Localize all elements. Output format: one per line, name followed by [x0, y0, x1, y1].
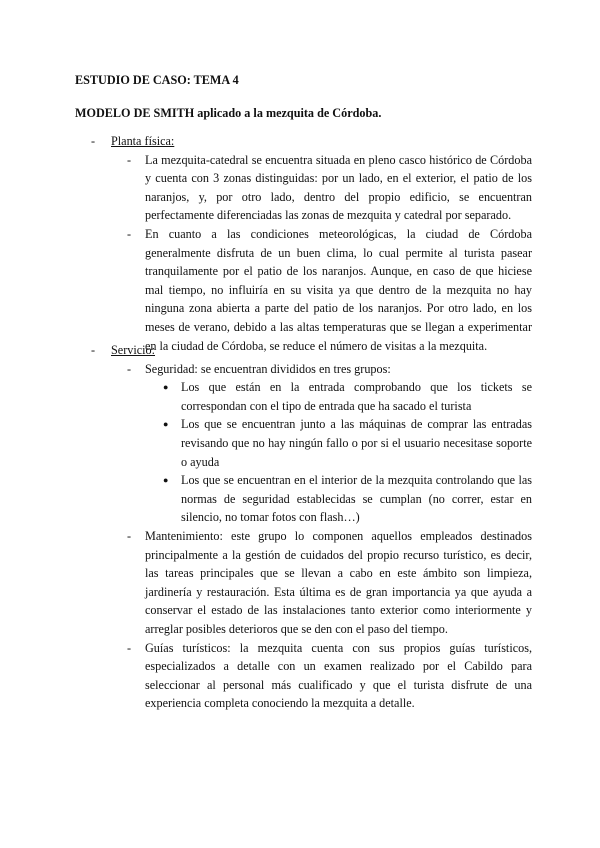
item-text: En cuanto a las condiciones meteorológicas, la ciudad de Córdoba generalmente disfruta de un buen clima, lo cual permite al turista pasear tranquilamente por el patio de los naranjos. Aunque, en caso de que hiciese mal tiempo, no influiría en su visita ya que dentro de la mezquita no hay ninguna zona abierta a parte del patio de los naranjos. Por otro lado, en los meses de verano, debido a las altas temperaturas que se llegan a experimentar en la ciudad de Córdoba, se reduce el número de visitas a la mezquita. [145, 226, 532, 353]
list-item-seguridad [0, 360, 532, 379]
list-item [0, 639, 532, 713]
document-title: ESTUDIO DE CASO: TEMA 4 [75, 73, 239, 87]
item-text: Mantenimiento: este grupo lo componen aquellos empleados destinados principalmente a la gestión de cuidados del propio recurso turístico, es decir, las tareas principales que se llevan a cabo en este ámbito son limpieza, jardinería y restauración. Esta última es de gran importancia ya que ayuda a conservar el estado de las instalaciones tanto exterior como interiormente y arreglar posibles deterioros que se den con el paso del tiempo. [145, 528, 532, 636]
bullet-text: Los que se encuentran junto a las máquinas de comprar las entradas revisando que no hay ningún fallo o por si el usuario necesitase soporte o ayuda [181, 417, 532, 469]
section-dash: - [91, 134, 96, 148]
item-text: Guías turísticos: la mezquita cuenta con sus propios guías turísticos, especializados a detalle con un examen realizado por el Cabildo para seleccionar al personal más cualificado y que el turista disfrute de una experiencia completa conociendo la mezquita a detalle. [145, 640, 532, 711]
item-dash: - [127, 528, 132, 543]
list-item [0, 527, 532, 639]
item-dash: - [127, 152, 132, 167]
section-dash: - [91, 343, 96, 357]
bullet-item [0, 471, 532, 527]
document-subtitle: MODELO DE SMITH aplicado a la mezquita de Córdoba. [75, 106, 382, 120]
item-dash: - [127, 361, 132, 376]
item-text: La mezquita-catedral se encuentra situada en pleno casco histórico de Córdoba y cuenta con 3 zonas distinguidas: por un lado, en el exterior, el patio de los naranjos, y, por otro lado, dentro del propio edificio, se encuentran perfectamente diferenciadas las zonas de mezquita y catedral por separado. [145, 152, 532, 223]
bullet-item [0, 378, 532, 415]
item-dash: - [127, 226, 132, 241]
item-text: Seguridad: se encuentran divididos en tres grupos: [145, 361, 391, 376]
list-item [0, 225, 532, 355]
bullet-item [0, 415, 532, 471]
item-dash: - [127, 640, 132, 655]
bullet-icon: ● [163, 475, 169, 486]
bullet-text: Los que están en la entrada comprobando que los tickets se correspondan con el tipo de entrada que ha sacado el turista [181, 380, 532, 413]
bullet-icon: ● [163, 382, 169, 393]
section-planta-fisica [0, 132, 600, 355]
bullet-icon: ● [163, 419, 169, 430]
list-item [0, 151, 532, 225]
section-servicio [0, 341, 600, 713]
bullet-text: Los que se encuentran en el interior de la mezquita controlando que las normas de seguridad establecidas se cumplan (no correr, estar en silencio, no tomar fotos con flash…) [181, 473, 532, 525]
section-heading: Planta física: [111, 134, 175, 148]
section-heading: Servicio: [111, 343, 156, 357]
